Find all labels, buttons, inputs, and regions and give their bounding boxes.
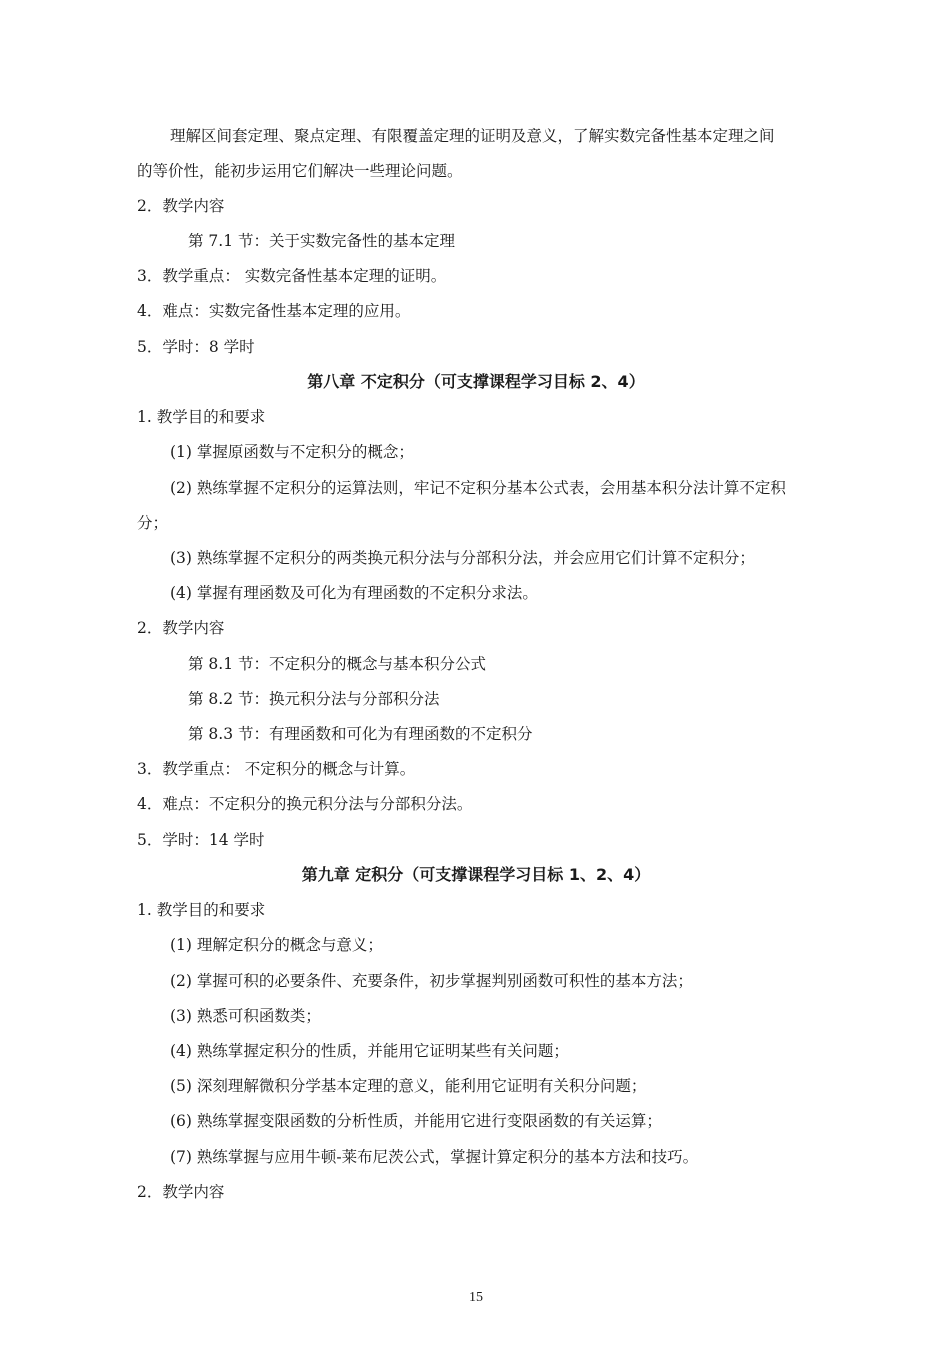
ch9-goal-5: (5) 深刻理解微积分学基本定理的意义，能利用它证明有关积分问题； — [170, 1077, 647, 1095]
ch9-goal-4: (4) 熟练掌握定积分的性质，并能用它证明某些有关问题； — [170, 1042, 569, 1060]
intro-paragraph-line-2: 的等价性，能初步运用它们解决一些理论问题。 — [137, 162, 463, 180]
chapter-8-heading: 第八章 不定积分（可支撑课程学习目标 2、4） — [307, 372, 645, 391]
ch8-goals-label: 1. 教学目的和要求 — [137, 408, 266, 426]
chapter-9-heading: 第九章 定积分（可支撑课程学习目标 1、2、4） — [301, 865, 651, 884]
intro-paragraph-line-1: 理解区间套定理、聚点定理、有限覆盖定理的证明及意义，了解实数完备性基本定理之间 — [170, 127, 775, 145]
page-number: 15 — [469, 1290, 483, 1305]
ch8-section-8-3: 第 8.3 节：有理函数和可化为有理函数的不定积分 — [188, 725, 533, 743]
ch8-difficulty: 4．难点：不定积分的换元积分法与分部积分法。 — [137, 795, 473, 813]
ch8-goal-2-line-2: 分； — [137, 514, 169, 532]
ch8-hours: 5．学时：14 学时 — [137, 831, 265, 849]
ch8-goal-1: (1) 掌握原函数与不定积分的概念； — [170, 443, 414, 461]
ch8-content-label: 2．教学内容 — [137, 619, 225, 637]
ch7-content-label: 2．教学内容 — [137, 197, 225, 215]
ch9-goals-label: 1. 教学目的和要求 — [137, 901, 266, 919]
ch9-goal-1: (1) 理解定积分的概念与意义； — [170, 936, 383, 954]
ch8-goal-2-line-1: (2) 熟练掌握不定积分的运算法则，牢记不定积分基本公式表，会用基本积分法计算不定积 — [170, 479, 786, 497]
ch8-key-points: 3．教学重点： 不定积分的概念与计算。 — [137, 760, 416, 778]
ch9-goal-7: (7) 熟练掌握与应用牛顿-莱布尼茨公式，掌握计算定积分的基本方法和技巧。 — [170, 1148, 699, 1166]
ch7-key-points: 3．教学重点： 实数完备性基本定理的证明。 — [137, 267, 447, 285]
ch7-section-7-1: 第 7.1 节：关于实数完备性的基本定理 — [188, 232, 456, 250]
ch9-goal-3: (3) 熟悉可积函数类； — [170, 1007, 321, 1025]
ch8-section-8-2: 第 8.2 节：换元积分法与分部积分法 — [188, 690, 440, 708]
ch8-section-8-1: 第 8.1 节：不定积分的概念与基本积分公式 — [188, 655, 487, 673]
ch7-hours: 5．学时：8 学时 — [137, 338, 255, 356]
ch8-goal-4: (4) 掌握有理函数及可化为有理函数的不定积分求法。 — [170, 584, 538, 602]
ch8-goal-3: (3) 熟练掌握不定积分的两类换元积分法与分部积分法，并会应用它们计算不定积分； — [170, 549, 755, 567]
ch9-goal-6: (6) 熟练掌握变限函数的分析性质，并能用它进行变限函数的有关运算； — [170, 1112, 662, 1130]
ch9-content-label: 2．教学内容 — [137, 1183, 225, 1201]
ch7-difficulty: 4．难点：实数完备性基本定理的应用。 — [137, 302, 411, 320]
ch9-goal-2: (2) 掌握可积的必要条件、充要条件，初步掌握判别函数可积性的基本方法； — [170, 972, 693, 990]
